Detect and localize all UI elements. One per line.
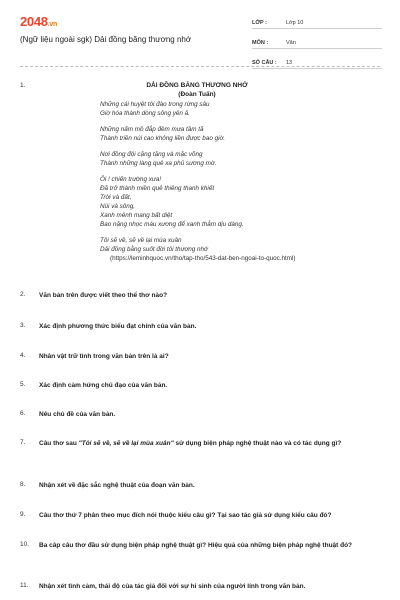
question-number: 4. bbox=[20, 352, 26, 359]
site-logo[interactable] bbox=[20, 14, 57, 29]
question-number: 6. bbox=[20, 410, 26, 417]
poem-line: Thành triền núi cao không liền được bao giờ. bbox=[100, 135, 226, 142]
poem-line: Những cái huyệt tôi đào trong rừng sâu bbox=[100, 101, 210, 108]
meta-row-subject bbox=[252, 32, 382, 49]
meta-label: LỚP : bbox=[252, 20, 267, 26]
poem-line: Đã trở thành miền quê thiêng thanh khiết bbox=[100, 185, 215, 192]
question-text-part: Câu thơ sau bbox=[39, 440, 79, 447]
poem-line: Xanh mênh mang bất diệt bbox=[100, 212, 173, 219]
question-text: Xác định cảm hứng chủ đạo của văn bản. bbox=[39, 382, 168, 389]
poem-line: Thành những làng quê xa phủ sương mờ. bbox=[100, 160, 217, 167]
question-text: Câu thơ thứ 7 phân theo mục đích nói thuộc kiểu câu gì? Tại sao tác giả sử dụng kiểu câu đó? bbox=[39, 512, 332, 519]
question-number: 9. bbox=[20, 511, 26, 518]
poem-line: Giờ hóa thành dòng sông yên ả. bbox=[100, 110, 190, 117]
quoted-verse: "Tôi sẽ về, sẽ về lại mùa xuân" bbox=[78, 440, 174, 447]
document-title: (Ngữ liệu ngoài sgk) Dải đồng băng thương nhớ bbox=[20, 35, 192, 44]
question-number: 10. bbox=[20, 541, 30, 548]
poem-line: Núi và sông, bbox=[100, 203, 136, 210]
meta-row-class bbox=[252, 12, 382, 29]
question-text: Xác định phương thức biểu đạt chính của văn bản. bbox=[39, 323, 197, 330]
poem-line: Ôi ! chiến trường xưa! bbox=[100, 176, 162, 183]
poem-source-link[interactable]: (https://leminhquoc.vn/tho/tap-tho/543-dat-ben-ngoai-to-quoc.html) bbox=[110, 255, 296, 262]
question-number: 1. bbox=[20, 82, 26, 89]
header-divider bbox=[20, 66, 380, 67]
poem-line: Bao nặng nhọc máu xương để xanh thẫm dịu dàng. bbox=[100, 221, 244, 228]
poem-line: Nơi đồng đội cặng tặng và mặc võng bbox=[100, 151, 203, 158]
question-text: Ba câp câu thơ đầu sử dụng biện pháp nghệ thuật gì? Hiệu quả của những biện pháp nghệ thuật đó? bbox=[39, 542, 353, 549]
question-text: Nhân vật trữ tình trong văn bản trên là ai? bbox=[39, 353, 169, 360]
worksheet-header bbox=[0, 0, 400, 66]
meta-value: Văn bbox=[286, 40, 296, 46]
question-text-part: sử dụng biện pháp nghệ thuật nào và có tác dụng gì? bbox=[173, 440, 342, 447]
meta-label: MÔN : bbox=[252, 40, 269, 46]
meta-label: SỐ CÂU : bbox=[252, 60, 277, 66]
poem-line: Trời và đất, bbox=[100, 194, 132, 201]
logo-text: 2048 bbox=[20, 14, 48, 29]
question-text: Nhận xét về đặc sắc nghệ thuật của đoạn văn bản. bbox=[39, 482, 195, 489]
question-text: Văn bản trên được viết theo thể thơ nào? bbox=[39, 292, 168, 299]
question-text: Nhận xét tình cảm, thái độ của tác giả đối với sự hi sinh của người lính trong văn bản. bbox=[39, 583, 306, 590]
question-number: 3. bbox=[20, 322, 26, 329]
poem-author: (Đoàn Tuấn) bbox=[178, 91, 216, 98]
poem-line: Những nấm mồ đắp đêm mưa tầm tã bbox=[100, 126, 204, 133]
question-number: 5. bbox=[20, 381, 26, 388]
question-text bbox=[39, 439, 379, 449]
poem-line: Tôi sẽ về, sẽ về lại mùa xuân bbox=[100, 237, 182, 244]
poem-title: DẢI ĐỒNG BĂNG THƯƠNG NHỚ bbox=[146, 82, 248, 89]
meta-value: Lớp 10 bbox=[286, 20, 304, 26]
poem-line: Dải đồng bằng suốt đời tôi thương nhớ bbox=[100, 246, 208, 253]
question-number: 11. bbox=[20, 582, 29, 589]
meta-value: 13 bbox=[286, 60, 293, 66]
question-text: Nêu chủ đề của văn bản. bbox=[39, 411, 116, 418]
question-number: 2. bbox=[20, 291, 26, 298]
logo-domain: .vn bbox=[47, 21, 57, 28]
question-number: 8. bbox=[20, 481, 26, 488]
meta-info-table bbox=[252, 12, 382, 72]
question-number: 7. bbox=[20, 439, 26, 446]
